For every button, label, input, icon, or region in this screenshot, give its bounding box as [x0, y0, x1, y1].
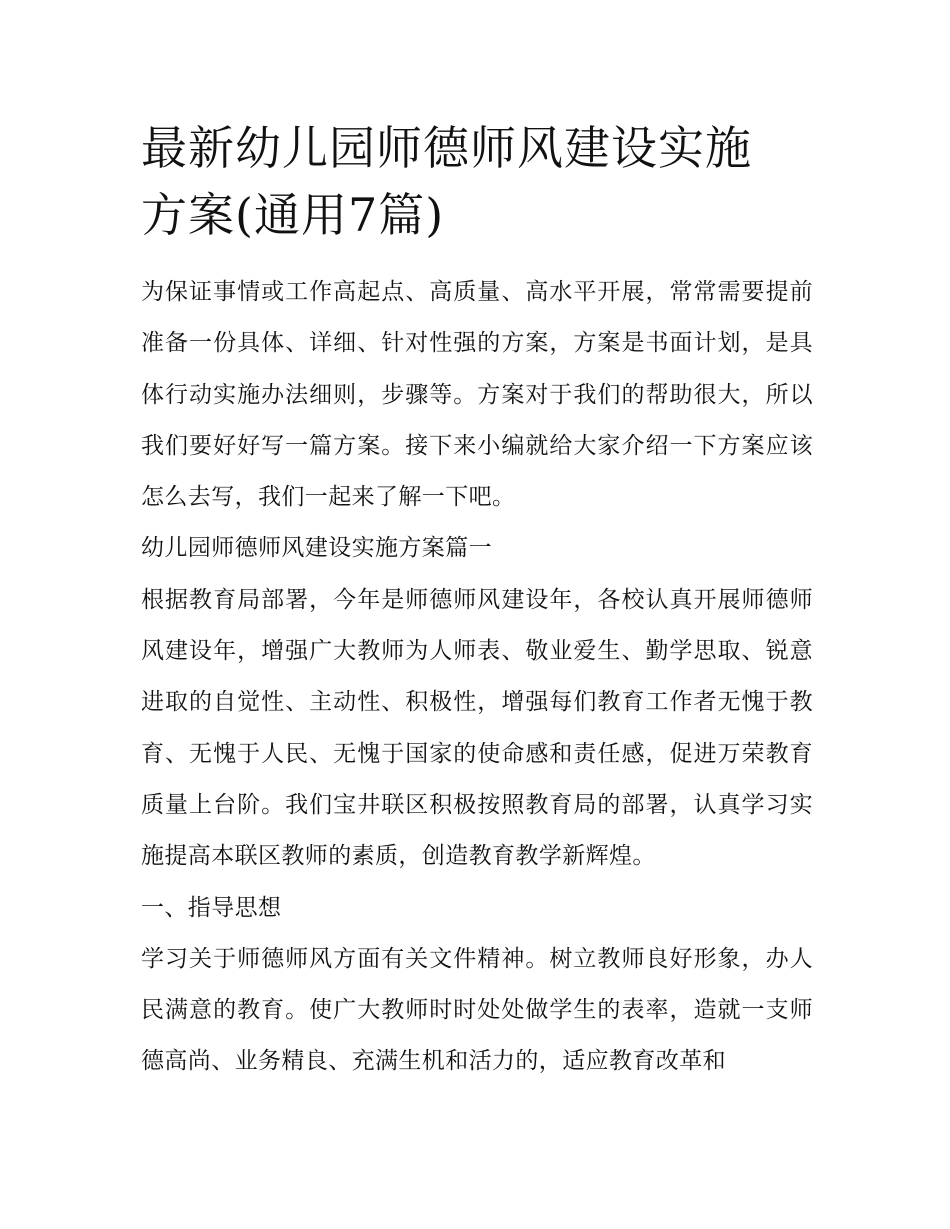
section-heading-chapter-one: 幼儿园师德师风建设实施方案篇一: [141, 535, 492, 562]
background-paragraph: 根据教育局部署，今年是师德师风建设年，各校认真开展师德师风建设年，增强广大教师为人师表、敬业爱生、勤学思取、锐意进取的自觉性、主动性、积极性，增强每们教育工作者无愧于教育、无愧于人民、无愧于国家的使命感和责任感，促进万荣教育质量上台阶。我们宝井联区积极按照教育局的部署，认真学习实施提高本联区教师的素质，创造教育教学新辉煌。: [141, 586, 813, 870]
document-content: [141, 115, 813, 1088]
section-heading-guiding-thought: 一、指导思想: [141, 894, 282, 921]
title-line-2: 方案(通用7篇): [141, 188, 445, 242]
title-line-1: 最新幼儿园师德师风建设实施: [141, 121, 752, 175]
document-title: [141, 115, 813, 249]
guiding-thought-paragraph: 学习关于师德师风方面有关文件精神。树立教师良好形象，办人民满意的教育。使广大教师时时处处做学生的表率，造就一支师德高尚、业务精良、充满生机和活力的，适应教育改革和: [141, 945, 813, 1075]
intro-paragraph: 为保证事情或工作高起点、高质量、高水平开展，常常需要提前准备一份具体、详细、针对性强的方案，方案是书面计划，是具体行动实施办法细则，步骤等。方案对于我们的帮助很大，所以我们要好好写一篇方案。接下来小编就给大家介绍一下方案应该怎么去写，我们一起来了解一下吧。: [141, 279, 813, 511]
document-body: [141, 267, 813, 1088]
